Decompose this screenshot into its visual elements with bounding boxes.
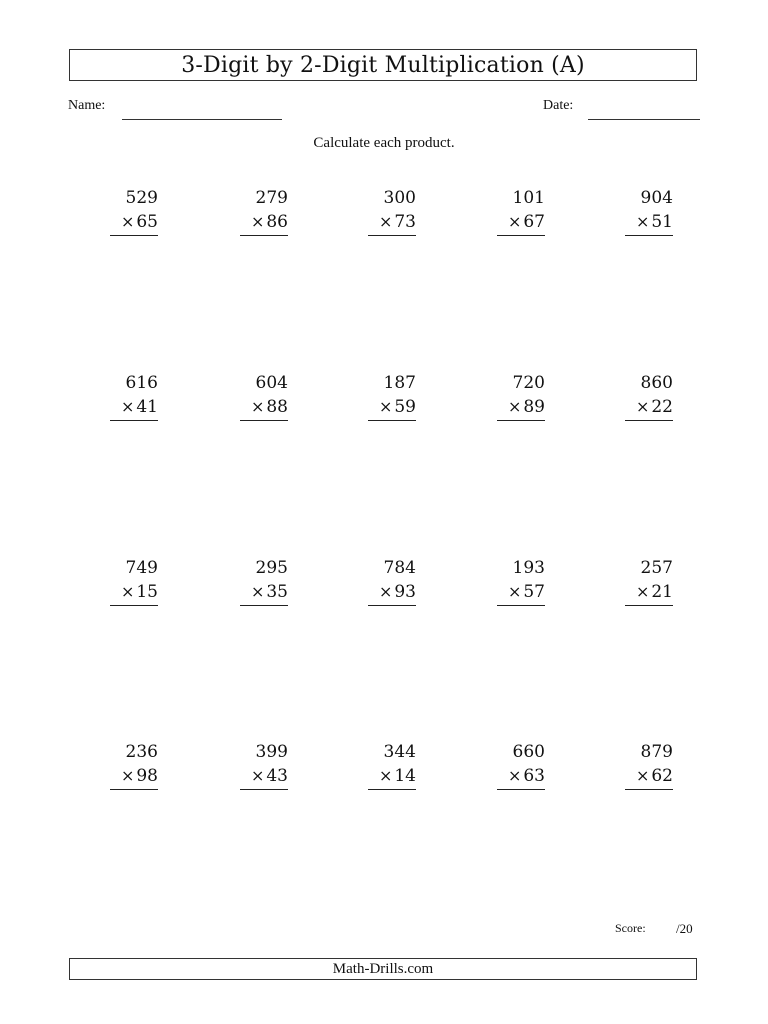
times-sign: × bbox=[635, 582, 650, 601]
times-sign: × bbox=[250, 212, 265, 231]
name-line[interactable] bbox=[122, 119, 282, 120]
multiplier: 88 bbox=[266, 397, 288, 417]
problem-13 bbox=[368, 557, 416, 606]
multiplier: 57 bbox=[523, 582, 545, 602]
multiplicand: 236 bbox=[125, 742, 158, 762]
multiplicand: 295 bbox=[255, 558, 288, 578]
multiplier: 14 bbox=[394, 766, 416, 786]
times-sign: × bbox=[635, 212, 650, 231]
multiplier-row bbox=[368, 764, 416, 790]
multiplicand: 904 bbox=[640, 188, 673, 208]
problem-3 bbox=[368, 187, 416, 236]
multiplier-row bbox=[240, 580, 288, 606]
times-sign: × bbox=[507, 397, 522, 416]
multiplier-row bbox=[110, 764, 158, 790]
problem-14 bbox=[497, 557, 545, 606]
multiplier-row bbox=[110, 210, 158, 236]
multiplicand: 193 bbox=[512, 558, 545, 578]
multiplicand: 187 bbox=[383, 373, 416, 393]
problem-11 bbox=[110, 557, 158, 606]
multiplier-row bbox=[625, 764, 673, 790]
multiplier: 41 bbox=[136, 397, 158, 417]
times-sign: × bbox=[120, 582, 135, 601]
multiplier: 73 bbox=[394, 212, 416, 232]
multiplier-row bbox=[497, 764, 545, 790]
problem-7 bbox=[240, 372, 288, 421]
multiplicand: 879 bbox=[640, 742, 673, 762]
multiplier: 63 bbox=[523, 766, 545, 786]
score-total: /20 bbox=[676, 921, 693, 936]
multiplicand: 257 bbox=[640, 558, 673, 578]
times-sign: × bbox=[507, 582, 522, 601]
problem-17 bbox=[240, 741, 288, 790]
multiplier-row bbox=[497, 580, 545, 606]
multiplicand: 616 bbox=[125, 373, 158, 393]
multiplicand: 860 bbox=[640, 373, 673, 393]
multiplier: 98 bbox=[136, 766, 158, 786]
multiplicand: 300 bbox=[383, 188, 416, 208]
multiplicand: 399 bbox=[255, 742, 288, 762]
score-label: Score: bbox=[615, 921, 646, 935]
multiplicand: 101 bbox=[512, 188, 545, 208]
problem-8 bbox=[368, 372, 416, 421]
date-line[interactable] bbox=[588, 119, 700, 120]
multiplier: 67 bbox=[523, 212, 545, 232]
times-sign: × bbox=[120, 766, 135, 785]
multiplier: 59 bbox=[394, 397, 416, 417]
times-sign: × bbox=[635, 397, 650, 416]
multiplicand: 279 bbox=[255, 188, 288, 208]
times-sign: × bbox=[250, 397, 265, 416]
times-sign: × bbox=[120, 397, 135, 416]
multiplicand: 720 bbox=[512, 373, 545, 393]
multiplicand: 660 bbox=[512, 742, 545, 762]
name-label: Name: bbox=[68, 98, 106, 113]
multiplicand: 344 bbox=[383, 742, 416, 762]
problem-12 bbox=[240, 557, 288, 606]
problem-1 bbox=[110, 187, 158, 236]
multiplier: 51 bbox=[651, 212, 673, 232]
multiplicand: 749 bbox=[125, 558, 158, 578]
multiplier-row bbox=[497, 395, 545, 421]
multiplicand: 604 bbox=[255, 373, 288, 393]
multiplicand: 784 bbox=[383, 558, 416, 578]
multiplier: 86 bbox=[266, 212, 288, 232]
times-sign: × bbox=[378, 582, 393, 601]
times-sign: × bbox=[507, 212, 522, 231]
times-sign: × bbox=[250, 582, 265, 601]
worksheet-title: 3-Digit by 2-Digit Multiplication (A) bbox=[69, 49, 697, 81]
problem-20 bbox=[625, 741, 673, 790]
multiplier-row bbox=[240, 764, 288, 790]
multiplier-row bbox=[625, 210, 673, 236]
multiplicand: 529 bbox=[125, 188, 158, 208]
times-sign: × bbox=[378, 766, 393, 785]
problem-19 bbox=[497, 741, 545, 790]
multiplier-row bbox=[368, 210, 416, 236]
multiplier: 93 bbox=[394, 582, 416, 602]
multiplier-row bbox=[240, 210, 288, 236]
multiplier-row bbox=[625, 580, 673, 606]
problem-5 bbox=[625, 187, 673, 236]
problem-18 bbox=[368, 741, 416, 790]
footer-site: Math-Drills.com bbox=[69, 958, 697, 980]
multiplier: 22 bbox=[651, 397, 673, 417]
multiplier-row bbox=[497, 210, 545, 236]
problem-9 bbox=[497, 372, 545, 421]
times-sign: × bbox=[635, 766, 650, 785]
multiplier: 21 bbox=[651, 582, 673, 602]
multiplier: 89 bbox=[523, 397, 545, 417]
multiplier: 65 bbox=[136, 212, 158, 232]
problem-4 bbox=[497, 187, 545, 236]
multiplier: 62 bbox=[651, 766, 673, 786]
multiplier-row bbox=[368, 580, 416, 606]
problem-16 bbox=[110, 741, 158, 790]
times-sign: × bbox=[378, 397, 393, 416]
multiplier-row bbox=[625, 395, 673, 421]
problem-15 bbox=[625, 557, 673, 606]
multiplier-row bbox=[110, 580, 158, 606]
multiplier: 15 bbox=[136, 582, 158, 602]
multiplier-row bbox=[368, 395, 416, 421]
problem-6 bbox=[110, 372, 158, 421]
times-sign: × bbox=[120, 212, 135, 231]
multiplier-row bbox=[240, 395, 288, 421]
times-sign: × bbox=[507, 766, 522, 785]
problem-2 bbox=[240, 187, 288, 236]
multiplier-row bbox=[110, 395, 158, 421]
multiplier: 43 bbox=[266, 766, 288, 786]
instructions: Calculate each product. bbox=[313, 135, 455, 151]
times-sign: × bbox=[378, 212, 393, 231]
times-sign: × bbox=[250, 766, 265, 785]
date-label: Date: bbox=[543, 98, 574, 113]
problem-10 bbox=[625, 372, 673, 421]
multiplier: 35 bbox=[266, 582, 288, 602]
